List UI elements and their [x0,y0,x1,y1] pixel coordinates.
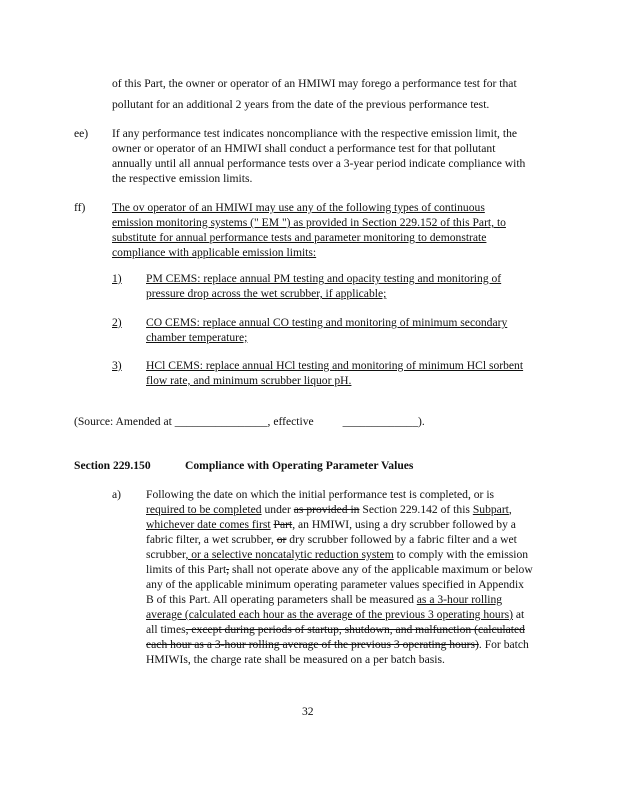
text-line: of this Part, the owner or operator of an HMIWI may forego a performance test for that [112,77,517,90]
item-label: 1) [112,272,122,285]
inserted-text: substitute for annual performance tests and parameter monitoring to demonstrate [112,231,487,244]
text-line: HMIWIs, the charge rate shall be measured on a per batch basis. [146,653,445,666]
text-line: Following the date on which the initial performance test is completed, or is [146,488,495,501]
text-line [112,246,316,260]
text-line [112,201,485,215]
text-line: required to be completed under as provided in Section 229.142 of this Subpart, [146,503,512,516]
text-line: CO CEMS: replace annual CO testing and monitoring of minimum secondary [146,316,508,329]
source-note: (Source: Amended at ________________, effective _____________). [74,415,425,428]
text-line: annually until all annual performance tests over a 3-year period indicate compliance with [112,157,526,170]
text-line: fabric filter, a wet scrubber, or dry scrubber followed by a fabric filter and a wet [146,533,517,546]
text-line: scrubber, or a selective noncatalytic reduction system to comply with the emission [146,548,529,561]
text-line: pressure drop across the wet scrubber, if applicable; [146,287,387,300]
text-line [112,231,486,245]
section-number: Section 229.150 [74,459,151,472]
inserted-text: compliance with applicable emission limits: [112,246,317,259]
text-line: chamber temperature; [146,331,248,344]
text-line: all times, except during periods of startup, shutdown, and malfunction (calculated [146,623,525,636]
paragraph-label: ff) [74,201,86,214]
paragraph-label: a) [112,488,122,501]
text-line: pollutant for an additional 2 years from the date of the previous performance test. [112,98,490,111]
text-line: whichever date comes first Part, an HMIWI, using a dry scrubber followed by a [146,518,516,531]
text-line: the respective emission limits. [112,172,253,185]
paragraph-label: ee) [74,127,89,140]
text-line [112,216,506,230]
text-line: PM CEMS: replace annual PM testing and opacity testing and monitoring of [146,272,502,285]
text-line: flow rate, and minimum scrubber liquor pH. [146,374,352,387]
page-number: 32 [302,705,314,718]
text-line: average (calculated each hour as the average of the previous 3 operating hours) at [146,608,525,621]
inserted-text: emission monitoring systems (" EM ") as provided in Section 229.152 of this Part, to [112,216,506,229]
inserted-text: The ov operator of an HMIWI may use any of the following types of continuous [112,201,485,214]
text-line: any of the applicable minimum operating parameter values specified in Appendix [146,578,524,591]
section-title: Compliance with Operating Parameter Values [185,459,414,472]
text-line: limits of this Part, shall not operate above any of the applicable maximum or below [146,563,533,576]
item-label: 3) [112,359,122,372]
item-label: 2) [112,316,122,329]
text-line: HCl CEMS: replace annual HCl testing and monitoring of minimum HCl sorbent [146,359,524,372]
text-line: each hour as a 3-hour rolling average of the previous 3 operating hours). For batch [146,638,529,651]
text-line: owner or operator of an HMIWI shall conduct a performance test for that pollutant [112,142,496,155]
text-line: If any performance test indicates noncompliance with the respective emission limit, the [112,127,518,140]
text-line: B of this Part. All operating parameters shall be measured as a 3-hour rolling [146,593,503,606]
